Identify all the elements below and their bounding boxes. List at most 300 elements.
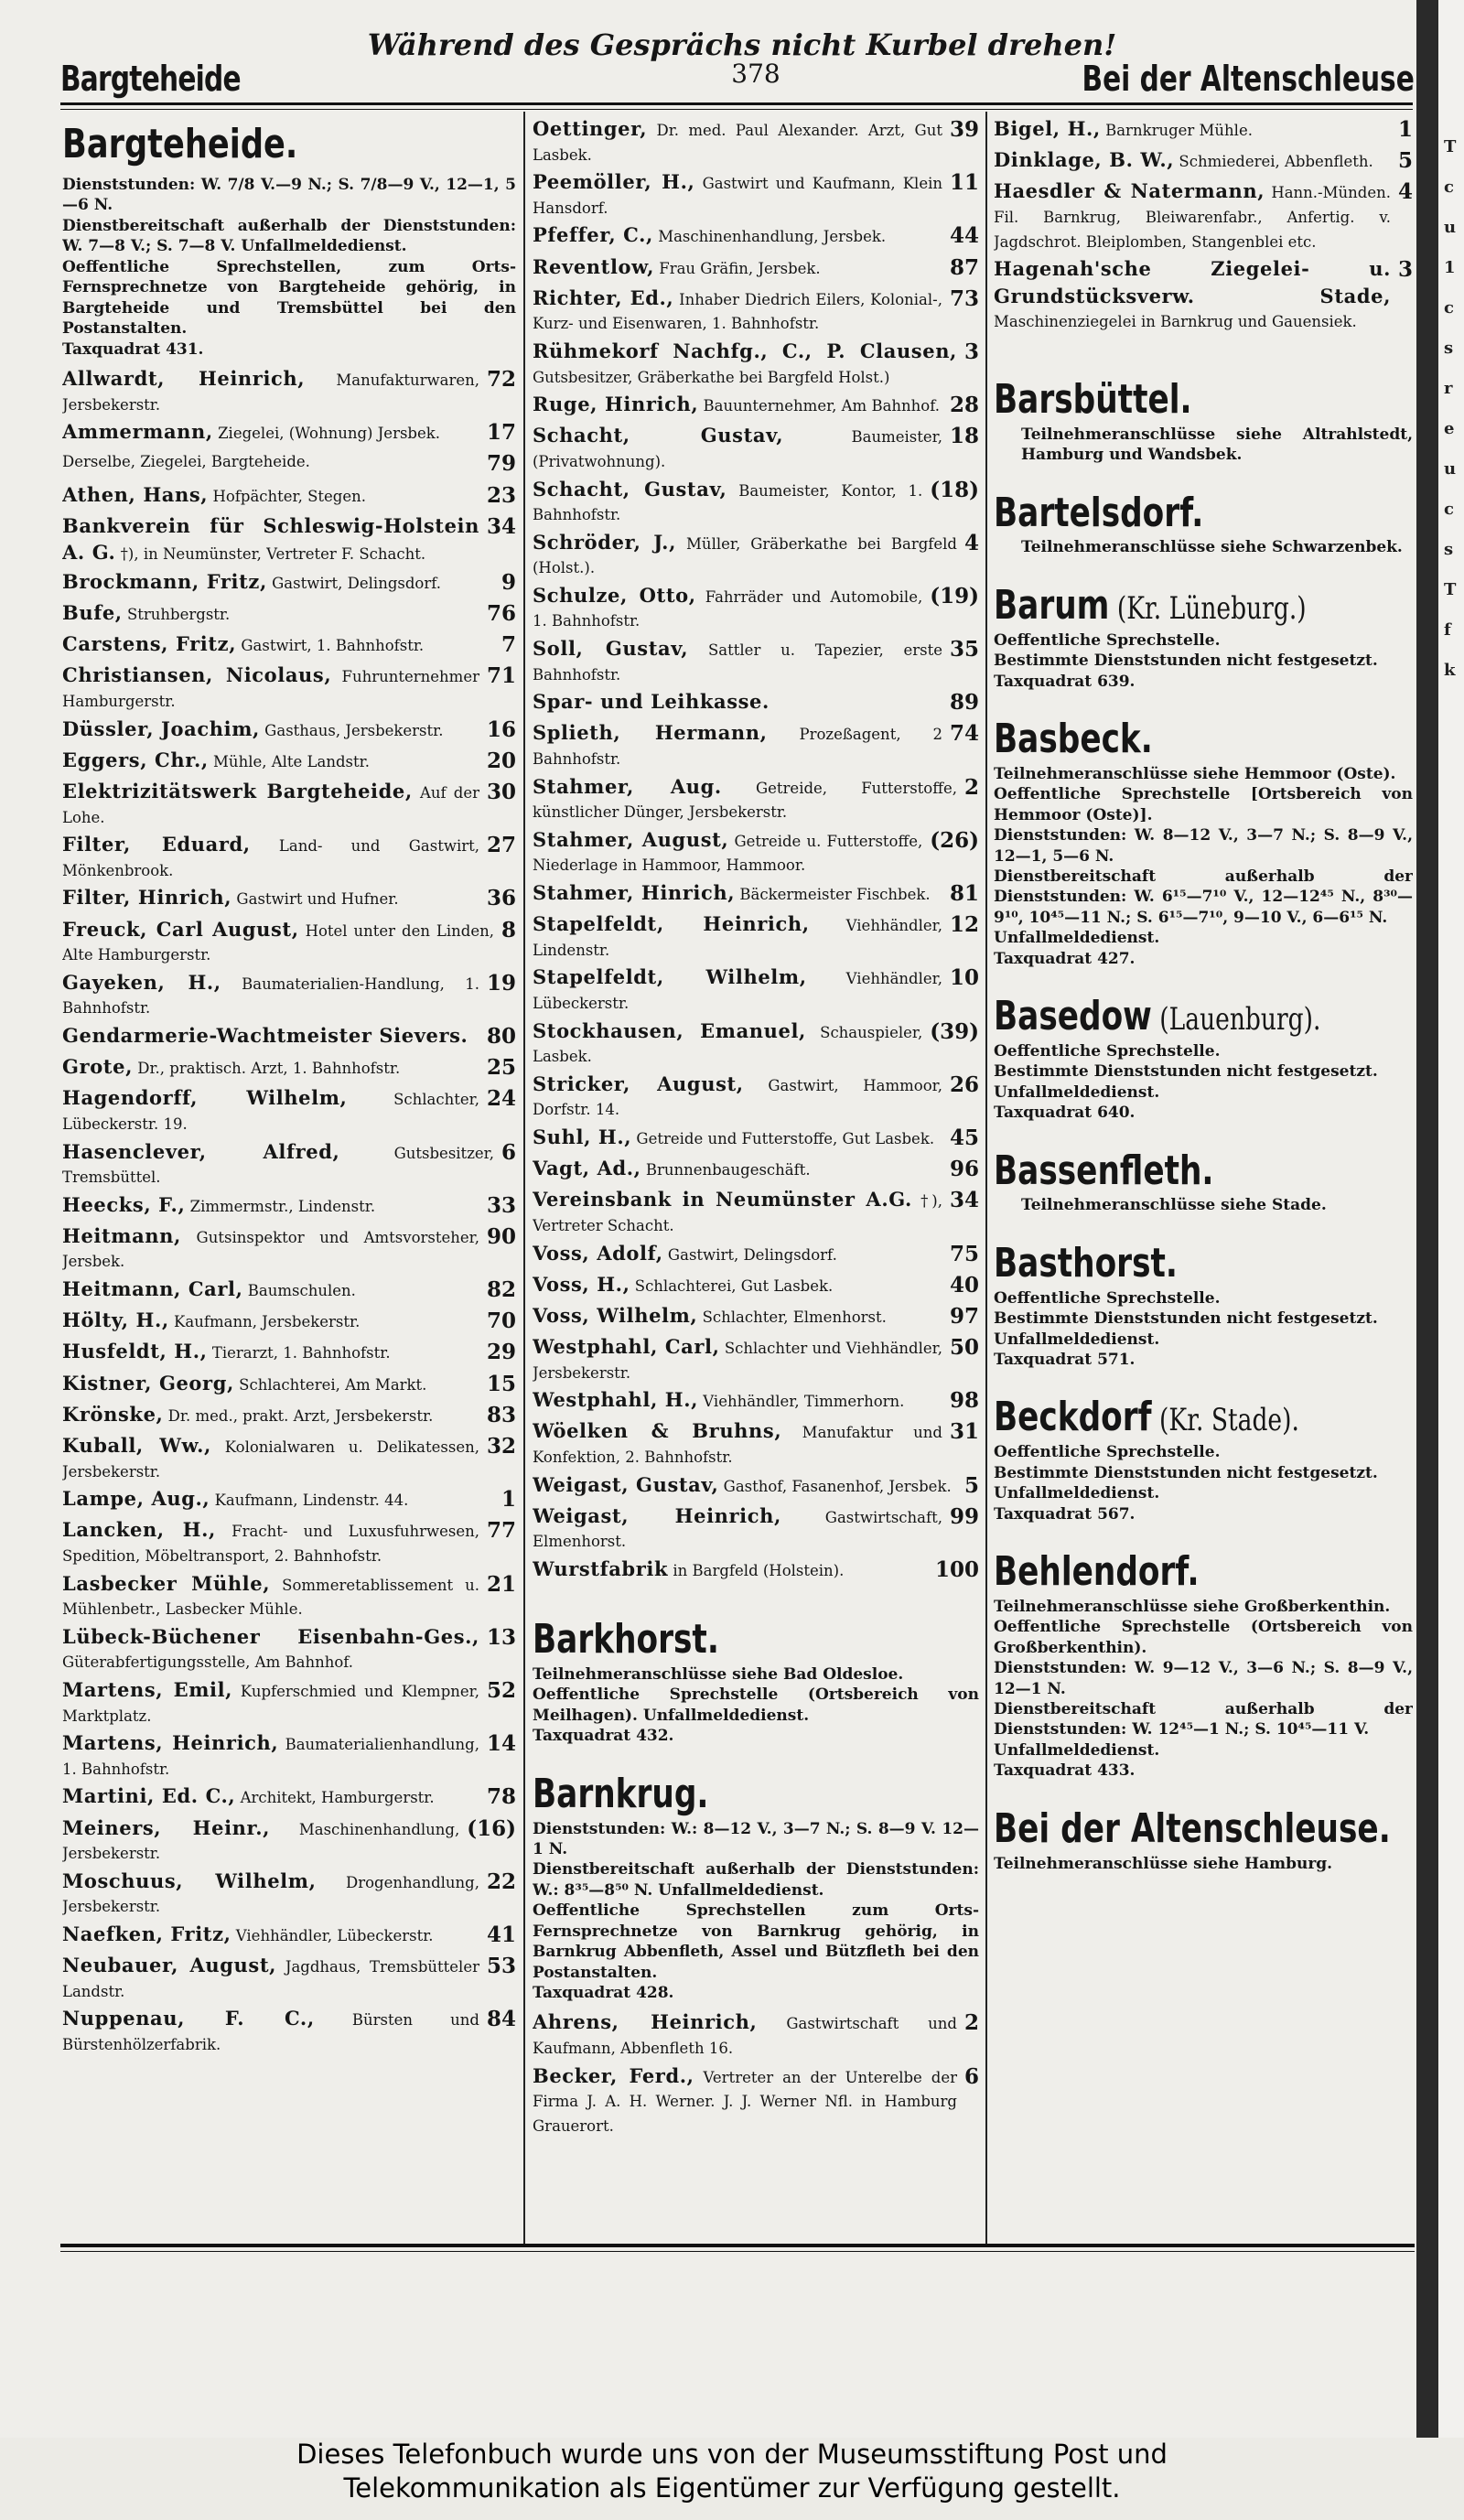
subscriber-name: Ammermann, bbox=[62, 420, 213, 444]
directory-entry bbox=[62, 662, 516, 713]
subscriber-details: Architekt, Hamburgerstr. bbox=[235, 1789, 435, 1807]
phone-number: 70 bbox=[486, 1308, 516, 1334]
subscriber-name: Filter, Hinrich, bbox=[62, 886, 232, 910]
subscriber-details: Schmiederei, Abbenfleth. bbox=[1174, 153, 1373, 171]
edge-letter: f bbox=[1444, 620, 1451, 640]
info-line: Bestimmte Dienststunden nicht festgesetzt. bbox=[994, 1463, 1378, 1482]
info-line: Dienstbereitschaft außerhalb der Dienststunden: W. 12⁴⁵—1 N.; S. 10⁴⁵—11 V. bbox=[994, 1699, 1413, 1739]
directory-entry bbox=[62, 969, 516, 1020]
town-title-bargteheide: Bargteheide. bbox=[62, 121, 298, 167]
subscriber-name: Pfeffer, C., bbox=[533, 223, 653, 247]
subscriber-details: Maschinenhandlung, Jersbek. bbox=[652, 228, 887, 246]
town-barnkrug bbox=[533, 1771, 979, 2138]
subscriber-name: Schulze, Otto, bbox=[533, 583, 696, 607]
subscriber-name: Meiners, Heinr., bbox=[62, 1815, 271, 1839]
directory-entry bbox=[62, 884, 516, 913]
subscriber-details: Inhaber Diedrich Eilers, Kolonial-, Kurz- und Eisenwaren, 1. Bahnhofstr. bbox=[533, 290, 942, 333]
subscriber-details: Gastwirtschaft und Kaufmann, Abbenfleth 16. bbox=[533, 2015, 957, 2058]
subscriber-details: Hotel unter den Linden, Alte Hamburgerstr. bbox=[62, 921, 494, 964]
subscriber-details: in Bargfeld (Holstein). bbox=[668, 1562, 845, 1579]
subscriber-name: Lasbecker Mühle, bbox=[62, 1571, 271, 1595]
info-line: Oeffentliche Sprechstelle [Ortsbereich von Hemmoor (Oste)]. bbox=[994, 785, 1413, 824]
directory-entry bbox=[533, 476, 979, 527]
directory-entry bbox=[62, 1623, 516, 1675]
directory-entry bbox=[533, 1471, 979, 1501]
phone-number: 44 bbox=[949, 223, 979, 249]
phone-number: 13 bbox=[486, 1624, 516, 1650]
info-line: Dienststunden: W. 9—12 V., 3—6 N.; S. 8—9 V., 12—1 N. bbox=[994, 1659, 1413, 1698]
town-name bbox=[994, 1548, 1320, 1597]
phone-number: 52 bbox=[486, 1677, 516, 1703]
subscriber-details: Tierarzt, 1. Bahnhofstr. bbox=[207, 1344, 391, 1362]
phone-number: 53 bbox=[486, 1954, 516, 1979]
phone-number: 25 bbox=[486, 1055, 516, 1081]
directory-entry bbox=[62, 1370, 516, 1399]
phone-number: 87 bbox=[949, 254, 979, 280]
subscriber-details: †), in Neumünster, Vertreter F. Schacht. bbox=[115, 545, 426, 564]
subscriber-name: Vereinsbank in Neumünster A.G. bbox=[533, 1188, 912, 1212]
bottom-rule-thin bbox=[60, 2251, 1415, 2252]
directory-entry bbox=[62, 1276, 516, 1305]
phone-number: 34 bbox=[486, 513, 516, 539]
directory-entry bbox=[533, 688, 979, 717]
subscriber-details: Bauunternehmer, Am Bahnhof. bbox=[698, 397, 940, 415]
edge-letter: s bbox=[1444, 540, 1454, 559]
subscriber-details: Gasthaus, Jersbekerstr. bbox=[259, 721, 444, 739]
subscriber-details: Gastwirt, 1. Bahnhofstr. bbox=[236, 637, 425, 655]
subscriber-details: Dr., praktisch. Arzt, 1. Bahnhofstr. bbox=[132, 1060, 401, 1078]
directory-entry bbox=[994, 178, 1413, 253]
directory-entry bbox=[533, 1071, 979, 1122]
header-rule bbox=[60, 102, 1413, 105]
subscriber-details: Gastwirt und Hufner. bbox=[231, 890, 399, 909]
subscriber-details: Manufakturwaren, Jersbekerstr. bbox=[62, 371, 479, 414]
phone-number: 40 bbox=[949, 1272, 979, 1298]
directory-entry bbox=[994, 255, 1413, 334]
directory-entry bbox=[62, 512, 516, 566]
town-name bbox=[994, 993, 1320, 1041]
info-line: Taxquadrat 571. bbox=[994, 1351, 1136, 1370]
directory-entry bbox=[994, 146, 1413, 176]
town-reference: Teilnehmeranschlüsse siehe Altrahlstedt, Hamburg und Wandsbek. bbox=[1021, 425, 1413, 465]
subscriber-details: Dr. med. Paul Alexander. Arzt, Gut Lasbek. bbox=[533, 122, 942, 164]
info-line: Oeffentliche Sprechstelle. bbox=[994, 1443, 1221, 1462]
info-line: Taxquadrat 428. bbox=[533, 1984, 674, 2003]
town-name-text: Behlendorf. bbox=[994, 1548, 1200, 1595]
info-line: Dienstbereitschaft außerhalb der Dienststunden: W. 7—8 V.; S. 7—8 V. Unfallmeldedienst. bbox=[62, 216, 516, 256]
town-info bbox=[533, 1819, 979, 2004]
phone-number: (26) bbox=[930, 827, 979, 853]
subscriber-details: Schlachter, Elmenhorst. bbox=[697, 1308, 887, 1326]
subscriber-name: Soll, Gustav, bbox=[533, 637, 689, 661]
directory-entry bbox=[62, 1570, 516, 1621]
subscriber-details: Gastwirt, Delingsdorf. bbox=[662, 1245, 837, 1264]
phone-number: 75 bbox=[949, 1241, 979, 1266]
phone-number: 33 bbox=[486, 1192, 516, 1218]
directory-entry bbox=[62, 365, 516, 416]
phone-number: 74 bbox=[949, 721, 979, 747]
directory-entry bbox=[533, 910, 979, 962]
directory-entry bbox=[533, 1186, 979, 1237]
subscriber-name: Nuppenau, F. C., bbox=[62, 2007, 315, 2030]
directory-entry bbox=[62, 568, 516, 598]
directory-entry bbox=[62, 1921, 516, 1950]
subscriber-details: Viehhändler, Lübeckerstr. bbox=[231, 1926, 434, 1944]
town-block bbox=[994, 1394, 1413, 1524]
directory-entry bbox=[62, 1084, 516, 1136]
phone-number: 100 bbox=[934, 1557, 979, 1582]
subscriber-name: Grote, bbox=[62, 1055, 133, 1079]
phone-number: 78 bbox=[486, 1784, 516, 1810]
subscriber-details: Viehhändler, Lübeckerstr. bbox=[533, 970, 942, 1012]
town-block bbox=[994, 582, 1413, 692]
subscriber-details: Fahrräder und Automobile, 1. Bahnhofstr. bbox=[533, 587, 923, 630]
directory-entry bbox=[62, 1222, 516, 1274]
subscriber-name: Gendarmerie-Wachtmeister Sievers. bbox=[62, 1023, 468, 1047]
phone-number: 6 bbox=[501, 1139, 516, 1165]
subscriber-details: Gutsbesitzer, Gräberkathe bei Bargfeld Holst.) bbox=[533, 368, 890, 386]
subscriber-name: Rühmekorf Nachfg., C., P. Clausen, bbox=[533, 339, 957, 362]
phone-number: 3 bbox=[1397, 257, 1413, 283]
info-line: Oeffentliche Sprechstellen zum Orts-Fernsprechnetze von Barnkrug gehörig, in Barnkrug Abbenfleth, Assel und Bützfleth bei den Postanstalten. bbox=[533, 1901, 979, 1982]
copyright-footer bbox=[0, 2438, 1464, 2520]
directory-entry bbox=[533, 115, 979, 167]
subscriber-name: Westphahl, Carl, bbox=[533, 1335, 720, 1359]
subscriber-details: Getreide u. Futterstoffe, Niederlage in Hammoor, Hammoor. bbox=[533, 832, 923, 875]
directory-entry bbox=[533, 1333, 979, 1384]
phone-number: 29 bbox=[486, 1340, 516, 1365]
phone-number: (16) bbox=[467, 1815, 516, 1841]
phone-number: (18) bbox=[930, 477, 979, 502]
subscriber-name: Kuball, Ww., bbox=[62, 1434, 211, 1457]
directory-entry bbox=[62, 1868, 516, 1919]
subscriber-details: Baumaterialienhandlung, 1. Bahnhofstr. bbox=[62, 1736, 479, 1778]
subscriber-details: Derselbe, Ziegelei, Bargteheide. bbox=[62, 453, 310, 471]
directory-entry bbox=[62, 916, 516, 967]
info-line: Oeffentliche Sprechstelle. bbox=[994, 1041, 1221, 1061]
phone-number: 8 bbox=[501, 917, 516, 942]
footer-line-2: Telekommunikation als Eigentümer zur Verfügung gestellt. bbox=[343, 2472, 1121, 2504]
subscriber-name: Lancken, H., bbox=[62, 1518, 216, 1542]
subscriber-details: Dr. med., prakt. Arzt, Jersbekerstr. bbox=[163, 1406, 434, 1425]
subscriber-details: Viehhändler, Timmerhorn. bbox=[698, 1393, 905, 1411]
info-line: Teilnehmeranschlüsse siehe Hemmoor (Oste). bbox=[994, 764, 1396, 783]
edge-letter: 1 bbox=[1444, 258, 1456, 277]
edge-letter: k bbox=[1444, 661, 1456, 680]
phone-number: 50 bbox=[949, 1335, 979, 1361]
info-line: Taxquadrat 432. bbox=[533, 1727, 674, 1746]
town-region: (Lauenburg). bbox=[1151, 1001, 1321, 1039]
directory-entry bbox=[62, 1676, 516, 1728]
info-line: Oeffentliche Sprechstellen, zum Orts-Fernsprechnetze von Bargteheide gehörig, in Bargteheide und Tremsbüttel bei den Postanstalten. bbox=[62, 257, 516, 339]
phone-number: 72 bbox=[486, 366, 516, 392]
town-name bbox=[994, 1394, 1320, 1442]
subscriber-name: Stricker, August, bbox=[533, 1072, 744, 1095]
directory-entry bbox=[62, 747, 516, 776]
subscriber-name: Voss, H., bbox=[533, 1272, 630, 1296]
subscriber-name: Elektrizitätswerk Bargteheide, bbox=[62, 780, 413, 802]
subscriber-name: Wurstfabrik bbox=[533, 1557, 669, 1580]
subscriber-details: Fracht- und Luxusfuhrwesen, Spedition, Möbeltransport, 2. Bahnhofstr. bbox=[62, 1523, 479, 1565]
subscriber-details: Vertreter an der Unterelbe der Firma J. A. H. Werner. J. J. Werner Nfl. in Hamburg Grauerort. bbox=[533, 2068, 957, 2135]
subscriber-details: Kupferschmied und Klempner, Marktplatz. bbox=[62, 1682, 479, 1725]
subscriber-details: Gasthof, Fasanenhof, Jersbek. bbox=[718, 1477, 952, 1495]
binding-shadow bbox=[1416, 0, 1438, 2438]
subscriber-details: Kaufmann, Jersbekerstr. bbox=[168, 1313, 361, 1331]
info-line: Oeffentliche Sprechstelle. bbox=[994, 1288, 1221, 1308]
phone-number: (19) bbox=[930, 583, 979, 608]
subscriber-name: Lampe, Aug., bbox=[62, 1487, 210, 1511]
phone-number: 18 bbox=[949, 424, 979, 449]
subscriber-details: Schlachterei, Gut Lasbek. bbox=[630, 1276, 834, 1295]
subscriber-name: Reventlow, bbox=[533, 254, 655, 278]
subscriber-details: Gastwirt und Kaufmann, Klein Hansdorf. bbox=[533, 175, 942, 217]
footer-line-1: Dieses Telefonbuch wurde uns von der Museumsstiftung Post und bbox=[296, 2439, 1168, 2470]
subscriber-name: Voss, Adolf, bbox=[533, 1241, 663, 1265]
subscriber-details: Ziegelei, (Wohnung) Jersbek. bbox=[212, 425, 440, 443]
subscriber-details: Getreide, Futterstoffe, künstlicher Dünger, Jersbekerstr. bbox=[533, 779, 957, 822]
directory-entry bbox=[62, 1191, 516, 1221]
subscriber-details: Baumeister, (Privatwohnung). bbox=[533, 428, 942, 470]
directory-entry bbox=[533, 422, 979, 473]
column-separator-2 bbox=[985, 112, 987, 2244]
subscriber-name: Schröder, J., bbox=[533, 530, 677, 554]
phone-number: 26 bbox=[949, 1072, 979, 1097]
subscriber-details: Hofpächter, Stegen. bbox=[208, 487, 367, 505]
edge-letter: u bbox=[1444, 459, 1457, 479]
phone-number: 90 bbox=[486, 1223, 516, 1249]
phone-number: 96 bbox=[949, 1157, 979, 1182]
page-number: 378 bbox=[731, 59, 780, 89]
directory-entry bbox=[533, 879, 979, 909]
subscriber-name: Bigel, H., bbox=[994, 117, 1101, 140]
town-name-text: Bassenfleth. bbox=[994, 1147, 1214, 1194]
subscriber-details: Schlachter und Viehhändler, Jersbekerstr. bbox=[533, 1340, 942, 1382]
subscriber-details: Hann.-Münden. Fil. Barnkrug, Bleiwarenfabr., Anfertig. v. Jagdschrot. Bleiplomben, Stangenblei etc. bbox=[994, 184, 1391, 251]
column-separator-1 bbox=[523, 112, 525, 2244]
entries-barnkrug bbox=[533, 2008, 979, 2138]
phone-number: 23 bbox=[486, 482, 516, 508]
subscriber-name: Filter, Eduard, bbox=[62, 833, 251, 856]
subscriber-details: Maschinenziegelei in Barnkrug und Gauensiek. bbox=[994, 313, 1357, 331]
subscriber-details: Bäckermeister Fischbek. bbox=[735, 886, 931, 903]
town-block bbox=[994, 993, 1413, 1124]
page-header bbox=[60, 27, 1415, 101]
subscriber-details: Schauspieler, Lasbek. bbox=[533, 1023, 923, 1066]
directory-entry bbox=[62, 1053, 516, 1082]
subscriber-name: Heitmann, bbox=[62, 1223, 181, 1247]
phone-number: 2 bbox=[963, 774, 979, 800]
directory-entry bbox=[62, 1516, 516, 1567]
info-line: Taxquadrat 433. bbox=[994, 1761, 1136, 1781]
subscriber-details: Bürsten und Bürstenhölzerfabrik. bbox=[62, 2011, 479, 2053]
subscriber-details: Jagdhaus, Tremsbütteler Landstr. bbox=[62, 1958, 479, 2000]
directory-entry bbox=[533, 1386, 979, 1416]
phone-number: 97 bbox=[949, 1303, 979, 1329]
phone-number: 4 bbox=[963, 530, 979, 555]
phone-number: 9 bbox=[501, 569, 516, 595]
directory-entry bbox=[533, 719, 979, 770]
subscriber-name: Weigast, Heinrich, bbox=[533, 1503, 781, 1527]
subscriber-name: Kistner, Georg, bbox=[62, 1371, 234, 1395]
phone-number: 27 bbox=[486, 833, 516, 858]
phone-number: 32 bbox=[486, 1434, 516, 1459]
subscriber-details: Gastwirtschaft, Elmenhorst. bbox=[533, 1508, 942, 1551]
subscriber-name: Schacht, Gustav, bbox=[533, 477, 727, 501]
directory-entry bbox=[533, 391, 979, 420]
phone-number: 36 bbox=[486, 886, 516, 911]
header-notice: Während des Gesprächs nicht Kurbel drehen! bbox=[367, 27, 1117, 62]
phone-number: 35 bbox=[949, 637, 979, 662]
phone-number: 41 bbox=[486, 1922, 516, 1947]
subscriber-details: Sommeretablissement u. Mühlenbetr., Lasbecker Mühle. bbox=[62, 1576, 479, 1619]
directory-entry bbox=[62, 1432, 516, 1483]
subscriber-name: Hagenah'sche Ziegelei- u. Grundstücksverw. Stade, bbox=[994, 257, 1391, 307]
subscriber-name: Ruge, Hinrich, bbox=[533, 393, 699, 416]
subscriber-name: Brockmann, Fritz, bbox=[62, 569, 267, 593]
subscriber-name: Carstens, Fritz, bbox=[62, 632, 237, 656]
subscriber-name: Eggers, Chr., bbox=[62, 748, 209, 771]
phone-number: 15 bbox=[486, 1371, 516, 1396]
subscriber-name: Voss, Wilhelm, bbox=[533, 1303, 698, 1327]
phone-number: 22 bbox=[486, 1868, 516, 1894]
subscriber-name: Düssler, Joachim, bbox=[62, 716, 260, 740]
info-line: Taxquadrat 431. bbox=[62, 339, 204, 359]
info-line: Taxquadrat 427. bbox=[994, 949, 1136, 968]
info-line: Bestimmte Dienststunden nicht festgesetzt. bbox=[994, 652, 1378, 671]
town-name-text: Bei der Altenschleuse. bbox=[994, 1804, 1391, 1852]
subscriber-details: Mühle, Alte Landstr. bbox=[208, 752, 370, 770]
phone-number: 5 bbox=[1397, 148, 1413, 174]
directory-entry bbox=[533, 529, 979, 580]
town-block bbox=[994, 1240, 1413, 1371]
directory-entry bbox=[62, 1401, 516, 1430]
directory-entry bbox=[62, 2005, 516, 2056]
directory-entry bbox=[533, 635, 979, 686]
subscriber-name: Dinklage, B. W., bbox=[994, 148, 1175, 172]
edge-letter: c bbox=[1444, 298, 1454, 318]
info-line: Unfallmeldedienst. bbox=[994, 1082, 1160, 1102]
phone-number: 82 bbox=[486, 1277, 516, 1303]
town-reference: Teilnehmeranschlüsse siehe Schwarzenbek. bbox=[1021, 538, 1403, 557]
directory-entry bbox=[533, 964, 979, 1015]
town-name: Barkhorst. bbox=[533, 1616, 719, 1664]
subscriber-name: Westphahl, H., bbox=[533, 1388, 699, 1412]
subscriber-details: Viehhändler, Lindenstr. bbox=[533, 917, 942, 959]
phone-number: 21 bbox=[486, 1571, 516, 1597]
subscriber-name: Stahmer, August, bbox=[533, 827, 729, 851]
directory-entry bbox=[533, 582, 979, 633]
subscriber-details: Zimmermstr., Lindenstr. bbox=[185, 1197, 376, 1215]
edge-letter: c bbox=[1444, 178, 1454, 197]
phone-number: 28 bbox=[949, 393, 979, 418]
directory-entry bbox=[62, 1138, 516, 1190]
phone-number: 24 bbox=[486, 1086, 516, 1112]
directory-entry bbox=[533, 773, 979, 824]
info-line: Unfallmeldedienst. bbox=[994, 1740, 1160, 1760]
subscriber-details: Gastwirt, Hammoor, Dorfstr. 14. bbox=[533, 1076, 942, 1119]
town-name bbox=[994, 1147, 1320, 1196]
town-block bbox=[994, 1147, 1413, 1216]
subscriber-details: Schlachter, Lübeckerstr. 19. bbox=[62, 1091, 479, 1133]
subscriber-name: Stapelfeldt, Wilhelm, bbox=[533, 965, 807, 989]
directory-entry bbox=[533, 1124, 979, 1153]
phone-number: 76 bbox=[486, 601, 516, 627]
phone-number: 83 bbox=[486, 1402, 516, 1427]
subscriber-details: Baumeister, Kontor, 1. Bahnhofstr. bbox=[533, 481, 923, 524]
directory-entry bbox=[62, 1729, 516, 1781]
info-line: Dienststunden: W. 8—12 V., 3—7 N.; S. 8—9 V., 12—1, 5—6 N. bbox=[994, 826, 1413, 866]
phone-number: 84 bbox=[486, 2007, 516, 2032]
subscriber-name: Hasenclever, Alfred, bbox=[62, 1139, 340, 1163]
directory-entry bbox=[533, 826, 979, 878]
directory-entry bbox=[533, 1271, 979, 1300]
subscriber-name: Martens, Heinrich, bbox=[62, 1731, 279, 1755]
subscriber-name: Suhl, H., bbox=[533, 1125, 632, 1148]
town-name-text: Basthorst. bbox=[994, 1239, 1178, 1287]
town-region: (Kr. Stade). bbox=[1151, 1402, 1299, 1439]
header-right-keyword: Bei der Altenschleuse bbox=[1082, 59, 1415, 99]
subscriber-details: Auf der Lohe. bbox=[62, 784, 479, 826]
phone-number: 10 bbox=[949, 965, 979, 991]
subscriber-name: Ahrens, Heinrich, bbox=[533, 2010, 758, 2034]
town-name-text: Beckdorf bbox=[994, 1394, 1152, 1441]
town-name-text: Barum bbox=[994, 581, 1110, 629]
directory-entry bbox=[533, 1018, 979, 1069]
info-line: Dienstbereitschaft außerhalb der Dienststunden: W. 6¹⁵—7¹⁰ V., 12—12⁴⁵ N., 8³⁰—9¹⁰, 10⁴⁵—11 N.; S. 6¹⁵—7¹⁰, 9—10 V., 6—6¹⁵ N. bbox=[994, 867, 1413, 927]
info-line: Bestimmte Dienststunden nicht festgesetzt. bbox=[994, 1309, 1378, 1329]
subscriber-name: Schacht, Gustav, bbox=[533, 424, 784, 447]
town-region: (Kr. Lüneburg.) bbox=[1109, 589, 1307, 627]
phone-number: 14 bbox=[486, 1731, 516, 1757]
phone-number: 99 bbox=[949, 1503, 979, 1529]
info-line: Teilnehmeranschlüsse siehe Hamburg. bbox=[994, 1854, 1333, 1873]
directory-entry bbox=[533, 1240, 979, 1269]
directory-entry bbox=[62, 1338, 516, 1367]
subscriber-name: Gayeken, H., bbox=[62, 970, 221, 994]
subscriber-name: Bufe, bbox=[62, 601, 123, 625]
info-line: Taxquadrat 567. bbox=[994, 1504, 1136, 1524]
subscriber-name: Hagendorff, Wilhelm, bbox=[62, 1086, 348, 1110]
directory-entry bbox=[533, 2008, 979, 2060]
subscriber-name: Heitmann, Carl, bbox=[62, 1277, 243, 1301]
phone-number: 6 bbox=[963, 2063, 979, 2089]
subscriber-details: Gutsbesitzer, Tremsbüttel. bbox=[62, 1144, 494, 1187]
directory-entry bbox=[62, 716, 516, 745]
phone-number: 7 bbox=[501, 632, 516, 658]
directory-entry bbox=[62, 1307, 516, 1336]
phone-number: 3 bbox=[963, 339, 979, 364]
column-1 bbox=[62, 115, 516, 2247]
directory-entry bbox=[62, 481, 516, 511]
directory-entry bbox=[533, 338, 979, 389]
town-block bbox=[994, 1548, 1413, 1782]
header-left-keyword: Bargteheide bbox=[60, 59, 241, 99]
subscriber-name: Wöelken & Bruhns, bbox=[533, 1419, 782, 1443]
town-block bbox=[994, 490, 1413, 558]
subscriber-details: Getreide und Futterstoffe, Gut Lasbek. bbox=[631, 1129, 935, 1147]
info-line: Unfallmeldedienst. bbox=[994, 1484, 1160, 1503]
info-line: Dienststunden: W.: 8—12 V., 3—7 N.; S. 8—9 V. 12—1 N. bbox=[533, 1819, 979, 1858]
directory-entry bbox=[533, 1556, 979, 1585]
directory-entry bbox=[62, 1815, 516, 1866]
directory-entry bbox=[533, 1417, 979, 1469]
subscriber-details: Land- und Gastwirt, Mönkenbrook. bbox=[62, 837, 479, 879]
directory-entry bbox=[994, 115, 1413, 145]
directory-entry bbox=[62, 1485, 516, 1514]
directory-entry bbox=[533, 253, 979, 283]
phone-number: 80 bbox=[486, 1023, 516, 1049]
